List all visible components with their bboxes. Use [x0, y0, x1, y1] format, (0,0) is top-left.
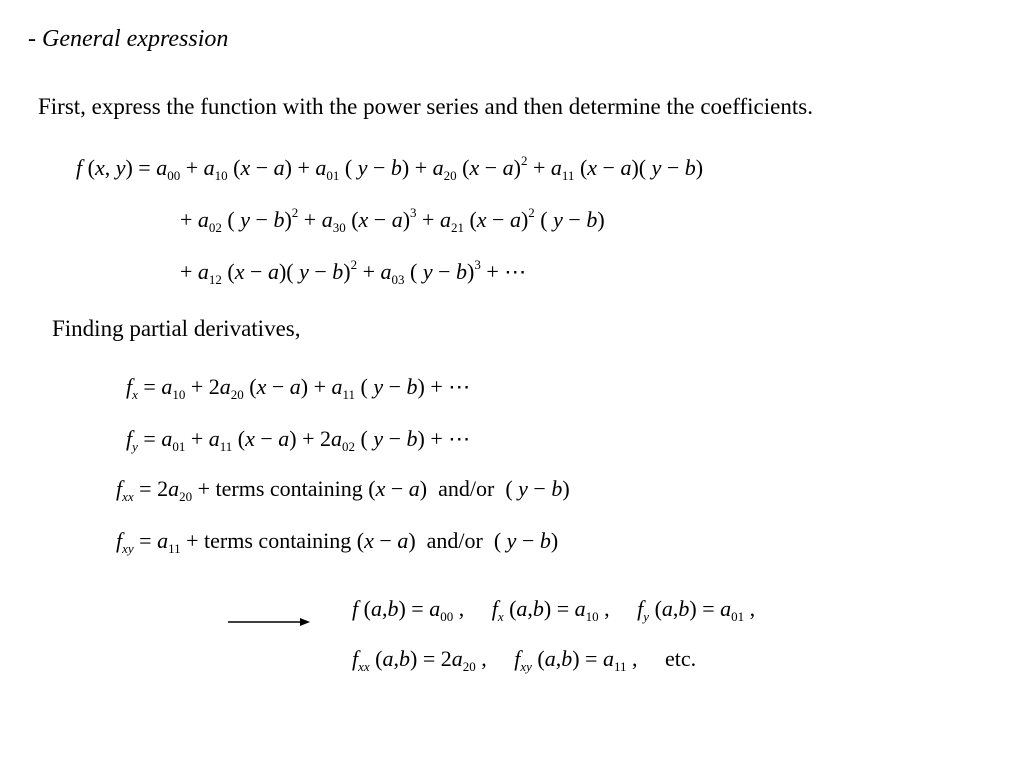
section-heading: [28, 26, 228, 53]
etc-text: etc.: [665, 646, 697, 671]
fxy-andor-text: and/or: [426, 528, 483, 553]
fxx-terms-text: terms containing: [215, 476, 363, 501]
expansion-line-1: f (x, $y) = a_{00} + a_{10}$ $(x - a) + a_{01}$ ( $y - b) + a_{20}$ $(x - a)^2 + a_{11}$ (x − a)( y − b): [76, 153, 704, 183]
partial-fxy: $f_{xy} = a_{11}$ + terms containing (x − a) and/or ( y − b): [116, 528, 559, 556]
result-line-2: $f_{xx}$ $(a,b) = 2a_{20}$ , $f_{xy}$ $(a,b) = a_{11}$ , etc.: [352, 646, 697, 674]
partial-fy: $f_y = a_{01} + a_{11}$ $(x - a) + 2a_{02}$ ( y − b) + ⋯: [126, 426, 471, 454]
right-arrow-icon: [228, 616, 310, 628]
result-line-1: f $(a,b) = a_{00}$ , $f_x$ $(a,b) = a_{10}$ , $f_y$ $(a,b) = a_{01}$ ,: [352, 596, 756, 624]
partial-fxx: $f_{xx} = 2a_{20}$ + terms containing (x − a) and/or ( y − b): [116, 476, 570, 504]
partials-intro: Finding partial derivatives,: [52, 316, 301, 341]
intro-sentence: First, express the function with the power series and then determine the coefficients.: [38, 94, 813, 119]
expansion-line-3: + $a_{12}$ (x − a)( $y - b)^2 + a_{03}$ ( y − b)$^3$ + ⋯: [180, 257, 527, 287]
fxy-terms-text: terms containing: [204, 528, 352, 553]
heading-text: General expression: [42, 26, 229, 52]
expansion-line-2: + $a_{02}$ ( $y - b)^2 + a_{30}$ $(x - a)^3 + a_{21}$ $(x - a)^2$ ( y − b): [180, 205, 605, 235]
partial-fx: $f_x = a_{10} + 2a_{20}$ $(x - a) + a_{11}$ ( y − b) + ⋯: [126, 374, 471, 402]
fxx-andor-text: and/or: [438, 476, 495, 501]
heading-dash: -: [28, 26, 36, 52]
